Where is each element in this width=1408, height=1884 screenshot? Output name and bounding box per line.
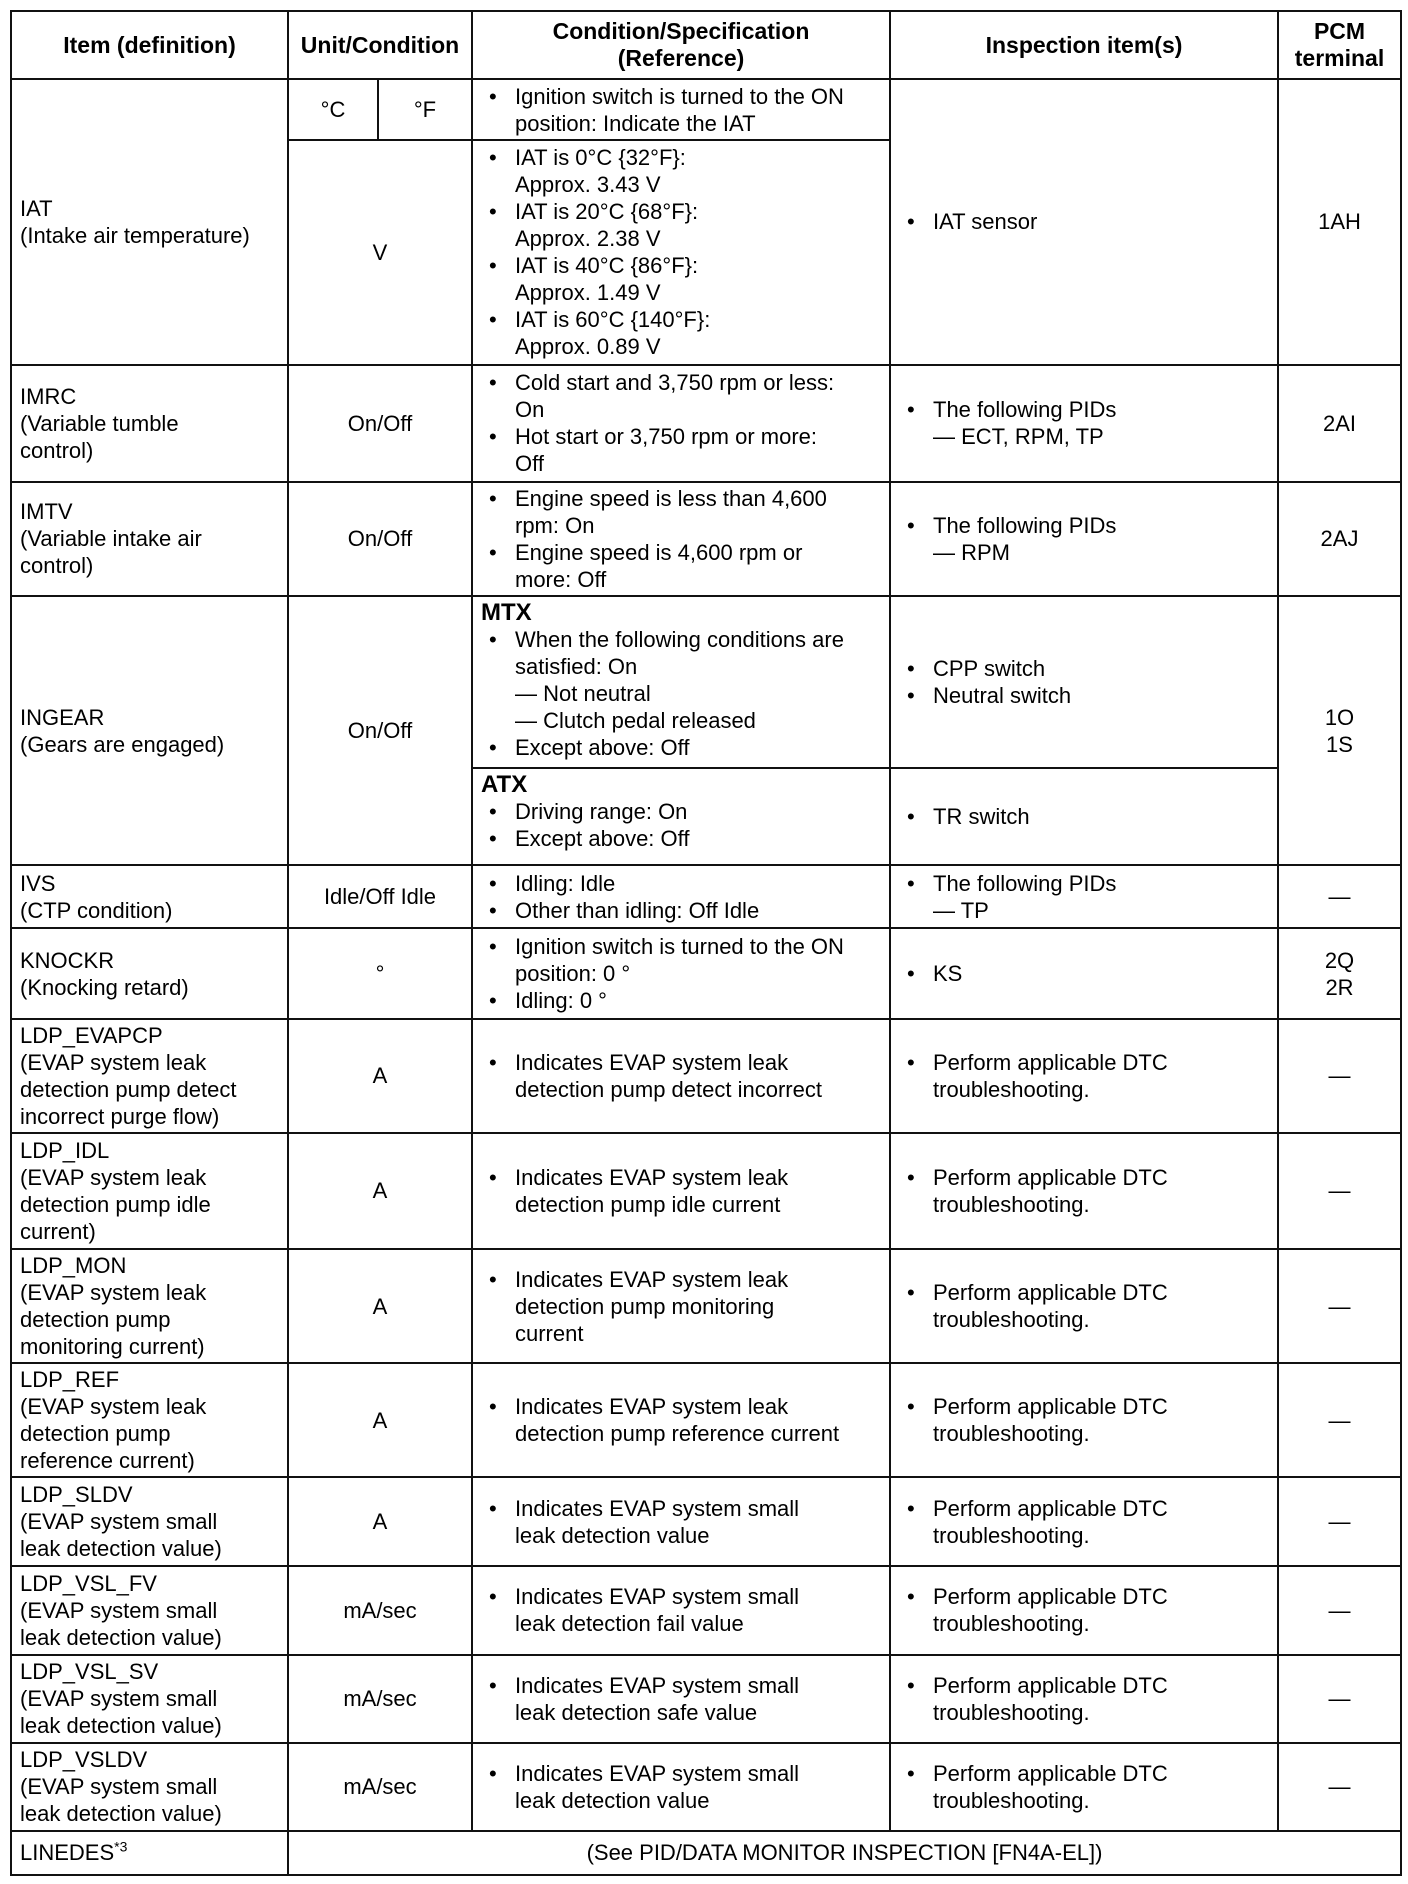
pcm-ldp-vsl-fv: — [1278, 1566, 1401, 1654]
condition-iat-voltage [472, 140, 890, 364]
unit-imrc: On/Off [288, 365, 472, 482]
unit-fahrenheit: °F [378, 79, 472, 140]
header-pcm-terminal: PCM terminal [1278, 11, 1401, 79]
item-imtv: IMTV (Variable intake air control) [11, 482, 288, 596]
bullet-item: • Ignition switch is turned to the ON position: 0 ° [481, 933, 881, 987]
bullet-item: • Other than idling: Off Idle [481, 897, 881, 924]
condition-ingear-mtx [472, 596, 890, 768]
table-row-imrc [11, 365, 1401, 482]
inspection-ldp-idl [890, 1133, 1278, 1249]
pcm-imtv: 2AJ [1278, 482, 1401, 596]
bullet-item: • KS [899, 960, 1269, 987]
inspection-iat [890, 79, 1278, 364]
condition-bullet: • Indicates EVAP system leak detection pump detect incorrect [481, 1049, 881, 1103]
unit-ldp-vsl-fv: mA/sec [288, 1566, 472, 1654]
item-ldp-vsl-sv: LDP_VSL_SV (EVAP system small leak detection value) [11, 1655, 288, 1743]
inspection-ldp-evapcp [890, 1019, 1278, 1133]
condition-bullet: • Indicates EVAP system small leak detection safe value [481, 1672, 881, 1726]
inspection-ingear-mtx [890, 596, 1278, 768]
pid-monitor-table [10, 10, 1402, 1876]
table-row-linedes [11, 1831, 1401, 1875]
unit-volt: V [288, 140, 472, 364]
condition-ingear-atx [472, 768, 890, 865]
bullet-item: • The following PIDs — TP [899, 870, 1269, 924]
unit-ldp-sldv: A [288, 1477, 472, 1566]
pcm-imrc: 2AI [1278, 365, 1401, 482]
inspection-ivs [890, 865, 1278, 928]
unit-celsius: °C [288, 79, 378, 140]
condition-imtv [472, 482, 890, 596]
inspection-ingear-atx [890, 768, 1278, 865]
linedes-label: LINEDES [20, 1840, 115, 1866]
item-imrc: IMRC (Variable tumble control) [11, 365, 288, 482]
condition-ldp-evapcp [472, 1019, 890, 1133]
inspection-ldp-mon [890, 1249, 1278, 1363]
inspection-imrc [890, 365, 1278, 482]
condition-knockr [472, 928, 890, 1018]
bullet-item: • Neutral switch [899, 682, 1269, 709]
item-knockr: KNOCKR (Knocking retard) [11, 928, 288, 1018]
linedes-reference-text: (See PID/DATA MONITOR INSPECTION [FN4A-EL]) [288, 1831, 1401, 1875]
bullet-item: • Idling: Idle [481, 870, 881, 897]
table-row-imtv [11, 482, 1401, 596]
unit-ldp-evapcp: A [288, 1019, 472, 1133]
inspection-bullet: • Perform applicable DTC troubleshooting. [899, 1672, 1269, 1726]
pcm-knockr: 2Q 2R [1278, 928, 1401, 1018]
inspection-bullet: • Perform applicable DTC troubleshooting. [899, 1049, 1269, 1103]
pid-table-page [10, 10, 1400, 1876]
inspection-bullet: • Perform applicable DTC troubleshooting. [899, 1760, 1269, 1814]
unit-ingear: On/Off [288, 596, 472, 865]
pcm-ldp-vsl-sv: — [1278, 1655, 1401, 1743]
inspection-ldp-vsldv [890, 1743, 1278, 1831]
condition-ldp-vsl-fv [472, 1566, 890, 1654]
item-ldp-vsl-fv: LDP_VSL_FV (EVAP system small leak detection value) [11, 1566, 288, 1654]
inspection-ldp-ref [890, 1363, 1278, 1477]
bullet-item: • When the following conditions are satisfied: On — Not neutral — Clutch pedal released [481, 626, 881, 734]
bullet-item: • IAT sensor [899, 208, 1269, 235]
bullet-item: • CPP switch [899, 655, 1269, 682]
pcm-ingear: 1O 1S [1278, 596, 1401, 865]
pcm-ldp-idl: — [1278, 1133, 1401, 1249]
table-row-ldp-vsldv [11, 1743, 1401, 1831]
unit-ldp-vsl-sv: mA/sec [288, 1655, 472, 1743]
pcm-ldp-sldv: — [1278, 1477, 1401, 1566]
bullet-item: • Idling: 0 ° [481, 987, 881, 1014]
table-row-ivs [11, 865, 1401, 928]
unit-imtv: On/Off [288, 482, 472, 596]
bullet-item: • IAT is 0°C {32°F}: Approx. 3.43 V [481, 144, 881, 198]
inspection-bullet: • Perform applicable DTC troubleshooting. [899, 1583, 1269, 1637]
item-ingear: INGEAR (Gears are engaged) [11, 596, 288, 865]
pcm-ivs: — [1278, 865, 1401, 928]
header-row [11, 11, 1401, 79]
item-ldp-idl: LDP_IDL (EVAP system leak detection pump idle current) [11, 1133, 288, 1249]
bullet-item: • Driving range: On [481, 798, 881, 825]
atx-heading: ATX [481, 771, 528, 799]
item-ldp-ref: LDP_REF (EVAP system leak detection pump reference current) [11, 1363, 288, 1477]
item-ldp-evapcp: LDP_EVAPCP (EVAP system leak detection pump detect incorrect purge flow) [11, 1019, 288, 1133]
bullet-item: • Hot start or 3,750 rpm or more: Off [481, 423, 881, 477]
table-row-ldp-ref [11, 1363, 1401, 1477]
item-iat: IAT (Intake air temperature) [11, 79, 288, 364]
condition-ldp-idl [472, 1133, 890, 1249]
table-row-ldp-mon [11, 1249, 1401, 1363]
bullet-item: • Except above: Off [481, 825, 881, 852]
pcm-ldp-ref: — [1278, 1363, 1401, 1477]
unit-ldp-mon: A [288, 1249, 472, 1363]
header-inspection: Inspection item(s) [890, 11, 1278, 79]
pcm-ldp-evapcp: — [1278, 1019, 1401, 1133]
table-row-ingear-mtx [11, 596, 1401, 768]
table-row-ldp-vsl-fv [11, 1566, 1401, 1654]
condition-ldp-vsl-sv [472, 1655, 890, 1743]
bullet-item: • The following PIDs — RPM [899, 512, 1269, 566]
bullet-item: • Cold start and 3,750 rpm or less: On [481, 369, 881, 423]
inspection-bullet: • Perform applicable DTC troubleshooting. [899, 1164, 1269, 1218]
bullet-item: • Ignition switch is turned to the ON position: Indicate the IAT [481, 83, 881, 137]
unit-knockr: ° [288, 928, 472, 1018]
condition-bullet: • Indicates EVAP system small leak detection fail value [481, 1583, 881, 1637]
condition-ivs [472, 865, 890, 928]
inspection-imtv [890, 482, 1278, 596]
condition-iat-on [472, 79, 890, 140]
inspection-bullet: • Perform applicable DTC troubleshooting. [899, 1279, 1269, 1333]
mtx-heading: MTX [481, 598, 532, 626]
unit-ldp-vsldv: mA/sec [288, 1743, 472, 1831]
bullet-item: • Engine speed is less than 4,600 rpm: On [481, 485, 881, 539]
bullet-item: • TR switch [899, 803, 1269, 830]
pcm-iat: 1AH [1278, 79, 1401, 364]
item-ldp-mon: LDP_MON (EVAP system leak detection pump monitoring current) [11, 1249, 288, 1363]
inspection-ldp-vsl-fv [890, 1566, 1278, 1654]
header-item: Item (definition) [11, 11, 288, 79]
item-ldp-vsldv: LDP_VSLDV (EVAP system small leak detection value) [11, 1743, 288, 1831]
bullet-item: • IAT is 60°C {140°F}: Approx. 0.89 V [481, 306, 881, 360]
condition-bullet: • Indicates EVAP system small leak detection value [481, 1760, 881, 1814]
unit-ldp-idl: A [288, 1133, 472, 1249]
table-row-ldp-idl [11, 1133, 1401, 1249]
condition-bullet: • Indicates EVAP system small leak detection value [481, 1495, 881, 1549]
bullet-item: • The following PIDs — ECT, RPM, TP [899, 396, 1269, 450]
table-row-knockr [11, 928, 1401, 1018]
item-ldp-sldv: LDP_SLDV (EVAP system small leak detection value) [11, 1477, 288, 1566]
condition-imrc [472, 365, 890, 482]
header-condition: Condition/Specification (Reference) [472, 11, 890, 79]
condition-ldp-mon [472, 1249, 890, 1363]
inspection-ldp-vsl-sv [890, 1655, 1278, 1743]
condition-ldp-vsldv [472, 1743, 890, 1831]
inspection-ldp-sldv [890, 1477, 1278, 1566]
inspection-knockr [890, 928, 1278, 1018]
table-row-ldp-sldv [11, 1477, 1401, 1566]
condition-ldp-sldv [472, 1477, 890, 1566]
table-row-ldp-evapcp [11, 1019, 1401, 1133]
condition-ldp-ref [472, 1363, 890, 1477]
table-row-iat [11, 79, 1401, 140]
bullet-item: • Engine speed is 4,600 rpm or more: Off [481, 539, 881, 593]
unit-ivs: Idle/Off Idle [288, 865, 472, 928]
item-ivs: IVS (CTP condition) [11, 865, 288, 928]
inspection-bullet: • Perform applicable DTC troubleshooting. [899, 1495, 1269, 1549]
table-row-ldp-vsl-sv [11, 1655, 1401, 1743]
inspection-bullet: • Perform applicable DTC troubleshooting. [899, 1393, 1269, 1447]
condition-bullet: • Indicates EVAP system leak detection pump idle current [481, 1164, 881, 1218]
condition-bullet: • Indicates EVAP system leak detection pump reference current [481, 1393, 881, 1447]
bullet-item: • Except above: Off [481, 734, 881, 761]
pcm-ldp-vsldv: — [1278, 1743, 1401, 1831]
linedes-footnote-mark: *3 [114, 1839, 128, 1856]
item-linedes [11, 1831, 288, 1875]
condition-bullet: • Indicates EVAP system leak detection pump monitoring current [481, 1266, 881, 1347]
header-unit: Unit/Condition [288, 11, 472, 79]
pcm-ldp-mon: — [1278, 1249, 1401, 1363]
unit-ldp-ref: A [288, 1363, 472, 1477]
bullet-item: • IAT is 40°C {86°F}: Approx. 1.49 V [481, 252, 881, 306]
bullet-item: • IAT is 20°C {68°F}: Approx. 2.38 V [481, 198, 881, 252]
